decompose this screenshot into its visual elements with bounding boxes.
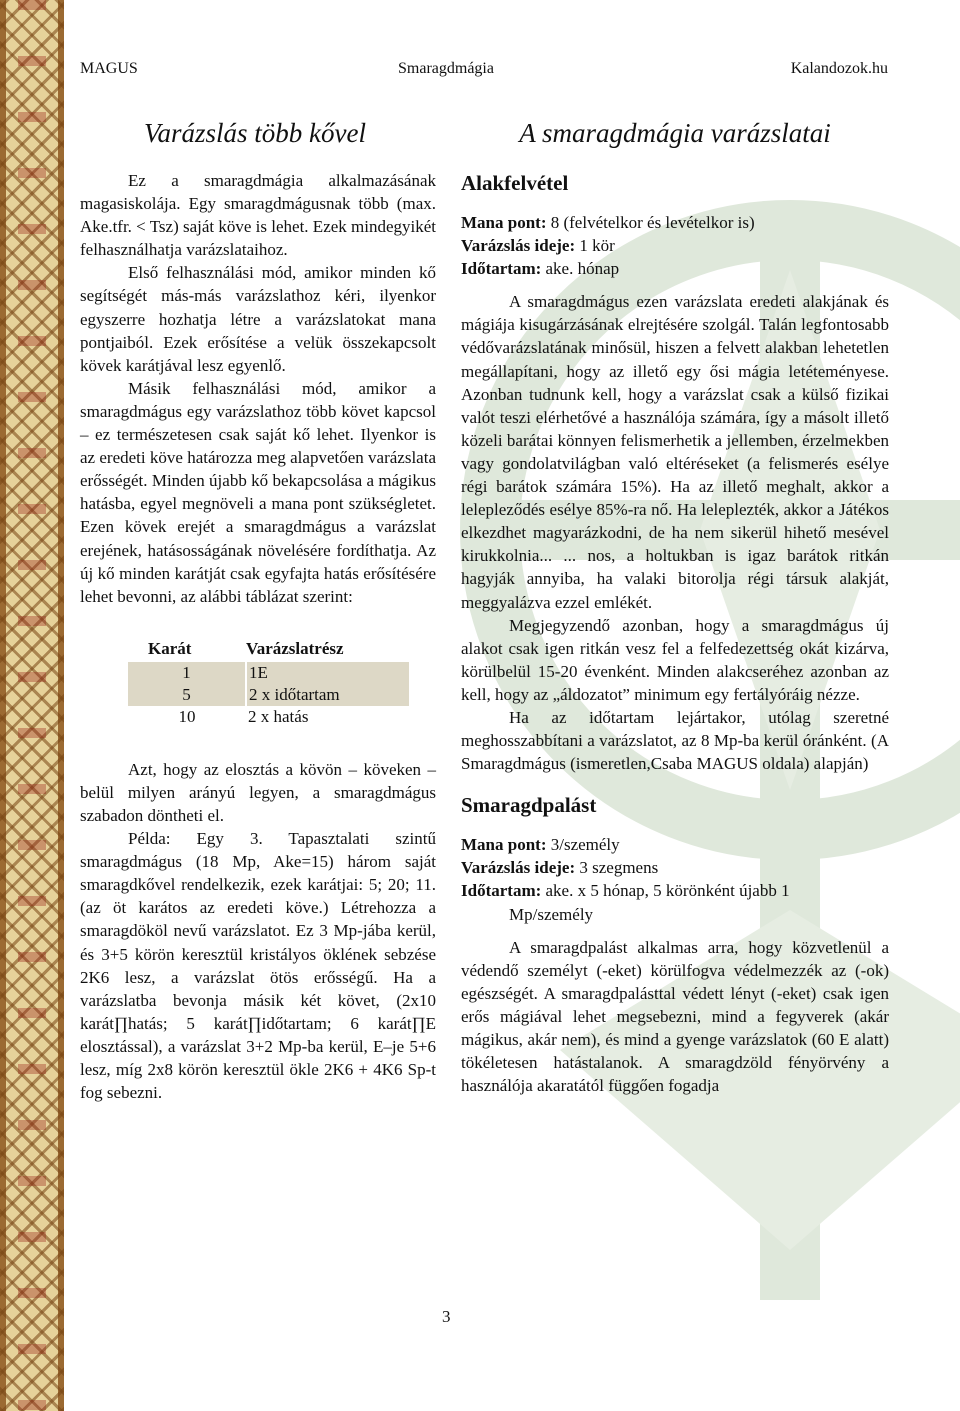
table-cell: 5 [128, 684, 246, 706]
table-row [128, 662, 409, 684]
table-cell: 1E [246, 662, 409, 684]
cast-time-label: Varázslás ideje: [461, 236, 576, 256]
duration-label: Időtartam: [461, 881, 542, 901]
spell-duration-continued: Mp/személy [509, 904, 594, 924]
page-number: 3 [442, 1307, 451, 1326]
carat-table [128, 636, 409, 728]
duration-value: ake. x 5 hónap, 5 körönként újabb 1 [541, 881, 790, 901]
paragraph: Ez a smaragdmágia alkalmazásának magasiskolája. Egy smaragdmágusnak több (max. Ake.tfr. < Tsz) saját köve is lehet. Ezek mindegyikét felhasználhatja varázslataihoz. [80, 171, 437, 260]
table-cell: 2 x hatás [248, 706, 309, 726]
spell-title-alakfelvetel: Alakfelvétel [461, 171, 569, 195]
mana-label: Mana pont: [461, 835, 547, 855]
paragraph: Első felhasználási mód, amikor minden kő segítségét más-más varázslathoz kéri, ilyenkor egyszerre hozhatja létre a varázslatokat mana pontjaiból. Ezek erősítése a velük összekapcsolt kövek karátjával lesz egyenlő. [80, 263, 436, 375]
table-cell: 1 [128, 662, 246, 684]
table-row [128, 684, 409, 706]
mana-value: 8 (felvételkor és levételkor is) [546, 213, 755, 232]
duration-value: ake. hónap [541, 259, 620, 279]
spell-mana [461, 211, 889, 234]
paragraph: Példa: Egy 3. Tapasztalati szintű smaragdmágus (18 Mp, Ake=15) három saját smaragdkővel rendelkezik, ezek karátjai: 5; 20; 11. (az öt karátos az eredeti köve.) Létrehozza a smaragdököl nevű varázslatot. Ez 3 Mp-jába kerül, és 3+5 körön keresztül kristályos öklének sebzése 2K6 lesz, a varázslat ötös erősségű. Ha a varázslatba bevonja másik két követ, (2x10 karát∏hatás; 5 karát∏időtartam; 6 karát∏E elosztással), a varázslat 3+2 Mp-ba kerül, E–je 5+6 lesz, míg 2x8 körön keresztül ökle 2K6 + 4K6 Sp-t fog sebezni. [80, 829, 436, 1103]
paragraph: Másik felhasználási mód, amikor a smaragdmágus egy varázslathoz több követ kapcsol – ez természetesen csak saját kő lehet. Ilyenkor is az eredeti köve határozza meg alapvetően varázslata erősségét. Minden újabb kő bekapcsolása a mágikus hatásba, egyel megnöveli a mana pont szükségletet. Ezen kövek erejét a smaragdmágus a varázslat erejének, hatásosságának növelésére fordíthatja. Az új kő minden karátját csak egyfajta hatás erősítésére lehet bevonni, az alábbi táblázat szerint: [80, 378, 436, 606]
duration-label: Időtartam: [461, 259, 542, 279]
spell-title-smaragdpalast: Smaragdpalást [461, 793, 597, 818]
table-header-row [128, 636, 409, 662]
mana-value: 3/személy [546, 835, 620, 855]
right-column [461, 115, 889, 1097]
paragraph: A smaragdmágus ezen varázslata eredeti alakjának és mágiája kisugárzásának elrejtésére szolgál. Talán legfontosabb védővarázslatának minősül, hiszen a felvett alakban lehetetlen megállapítani, hogy az illető egy ősi mágia letéteményese. Azonban tudnunk kell, hogy a varázslat csak a külső fizikai valót teszi elérhetővé a használója számára, így a másolt illető közeli barátai könnyen felismerhetik a jellemben, érzelmekben vagy gondolatvilágban való eltéréseket (a felismerés esélye régi barátok számára 15%). Ha az illető meghalt, akkor a lelepleződés esélye 85%-ra nő. Ha leleplezték, akkor a Játékos elkezdhet magyarázkodni, de ha nem sikerül hihető mesével kirukkolnia... ... nos, a holtukban is igaz barátok ritkán hagyják annyiba, ha valaki bitorolja régi társuk alakját, meggyalázva ezzel emlékét. [461, 292, 889, 612]
header-right: Kalandozok.hu [790, 60, 888, 77]
spell-duration [461, 879, 889, 902]
cast-time-value: 1 kör [575, 236, 615, 256]
header-left: MAGUS [80, 60, 138, 77]
page-header [80, 60, 888, 80]
header-center: Smaragdmágia [398, 60, 494, 77]
right-column-title: A smaragdmágia varázslatai [519, 118, 831, 148]
table-cell: 2 x időtartam [246, 684, 409, 706]
spell-mana [461, 833, 889, 856]
cast-time-label: Varázslás ideje: [461, 858, 576, 878]
paragraph: Ha az időtartam lejártakor, utólag szeretné meghosszabbítani a varázslatot, az 8 Mp-ba kerül óránként. (A Smaragdmágus (ismeretlen,Csaba MAGUS oldala) alapján) [461, 707, 889, 774]
decorative-border [0, 0, 64, 1411]
spell-duration [461, 257, 889, 280]
table-row [128, 706, 409, 728]
left-column-title: Varázslás több kővel [144, 118, 366, 148]
left-column [80, 115, 436, 1104]
table-cell: 10 [178, 706, 196, 726]
table-header-cell: Varázslatrész [246, 638, 344, 658]
paragraph: Megjegyzendő azonban, hogy a smaragdmágus új alakot csak igen ritkán vesz fel a felfedezettség okát kizárva, körülbelül 15-20 évenként. Minden alakcseréhez azonban az kell, hogy az „áldozatot” minimum egy fertályóráig nézze. [461, 615, 889, 704]
cast-time-value: 3 szegmens [575, 858, 659, 878]
spell-cast-time [461, 234, 889, 257]
spell-cast-time [461, 856, 889, 879]
paragraph: Azt, hogy az elosztás a kövön – köveken – belül milyen arányú legyen, a smaragdmágus szabadon döntheti el. [80, 759, 436, 825]
mana-label: Mana pont: [461, 213, 547, 232]
table-header-cell: Karát [148, 638, 192, 658]
paragraph: A smaragdpalást alkalmas arra, hogy közvetlenül a védendő személyt (-eket) körülfogva védelmezzék az (-ok) egészségét. A smaragdpalásttal védett lényt (-eket) csak igen erős mágiával lehet megsebezni, mind a fegyverek (akár mágikus, akár nem), és mind a gyenge varázslatok (60 E alatt) tökéletesen hatástalanok. A smaragdzöld fényörvény a használója akaratától függően fogadja [461, 937, 889, 1096]
